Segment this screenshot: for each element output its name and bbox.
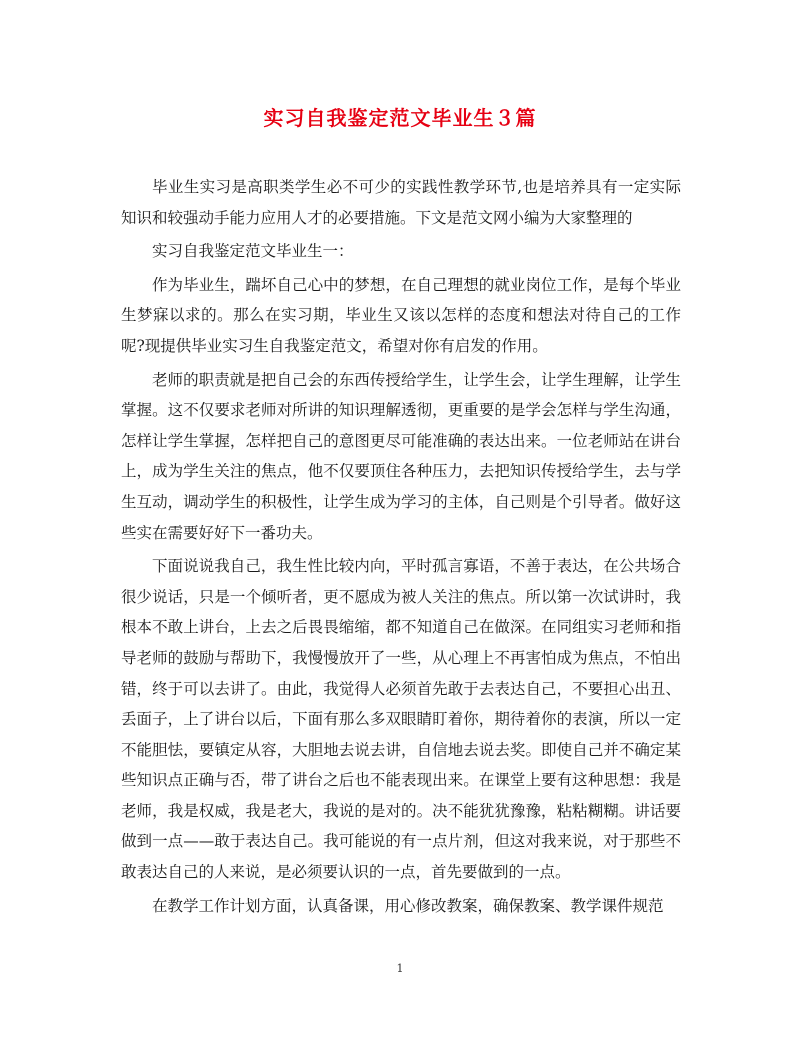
paragraph-intro: 毕业生实习是高职类学生必不可少的实践性教学环节,也是培养具有一定实际知识和较强动手能力应用人才的必要措施。下文是范文网小编为大家整理的	[121, 178, 681, 227]
section-heading: 实习自我鉴定范文毕业生一：	[152, 242, 354, 261]
paragraph-self-reflection: 下面说说我自己，我生性比较内向，平时孤言寡语，不善于表达，在公共场合很少说话，只是一个倾听者，更不愿成为被人关注的焦点。所以第一次试讲时，我根本不敢上讲台，上去之后畏畏缩缩，都不知道自己在做深。在同组实习老师和指导老师的鼓励与帮助下，我慢慢放开了一些，从心理上不再害怕成为焦点，不怕出错，终于可以去讲了。由此，我觉得人必须首先敢于去表达自己，不要担心出丑、丢面子，上了讲台以后，下面有那么多双眼睛盯着你，期待着你的表演，所以一定不能胆怯，要镇定从容，大胆地去说去讲，自信地去说去奖。即使自己并不确定某些知识点正确与否，带了讲台之后也不能表现出来。在课堂上要有这种思想：我是老师，我是权威，我是老大，我说的是对的。决不能犹犹豫豫，粘粘糊糊。讲话要做到一点——敢于表达自己。我可能说的有一点片剂，但这对我来说，对于那些不敢表达自己的人来说，是必须要认识的一点，首先要做到的一点。	[121, 557, 681, 882]
paragraph-graduate-dream: 作为毕业生，踹坏自己心中的梦想，在自己理想的就业岗位工作，是每个毕业生梦寐以求的。那么在实习期，毕业生又该以怎样的态度和想法对待自己的工作呢?现提供毕业实习生自我鉴定范文，希望对你有启发的作用。	[121, 275, 681, 355]
paragraph-teaching-plan: 在教学工作计划方面，认真备课，用心修改教案，确保教案、教学课件规范	[152, 896, 664, 915]
document-body	[121, 172, 681, 924]
page-number: 1	[396, 962, 404, 975]
document-title: 实习自我鉴定范文毕业生３篇	[263, 106, 537, 130]
paragraph-teacher-duty: 老师的职责就是把自己会的东西传授给学生，让学生会，让学生理解，让学生掌握。这不仅要求老师对所讲的知识理解透彻，更重要的是学会怎样与学生沟通，怎样让学生掌握，怎样把自己的意图更尽可能准确的表达出来。一位老师站在讲台上，成为学生关注的焦点，他不仅要顶住各种压力，去把知识传授给学生，去与学生互动，调动学生的积极性，让学生成为学习的主体，自己则是个引导者。做好这些实在需要好好下一番功夫。	[121, 370, 681, 542]
